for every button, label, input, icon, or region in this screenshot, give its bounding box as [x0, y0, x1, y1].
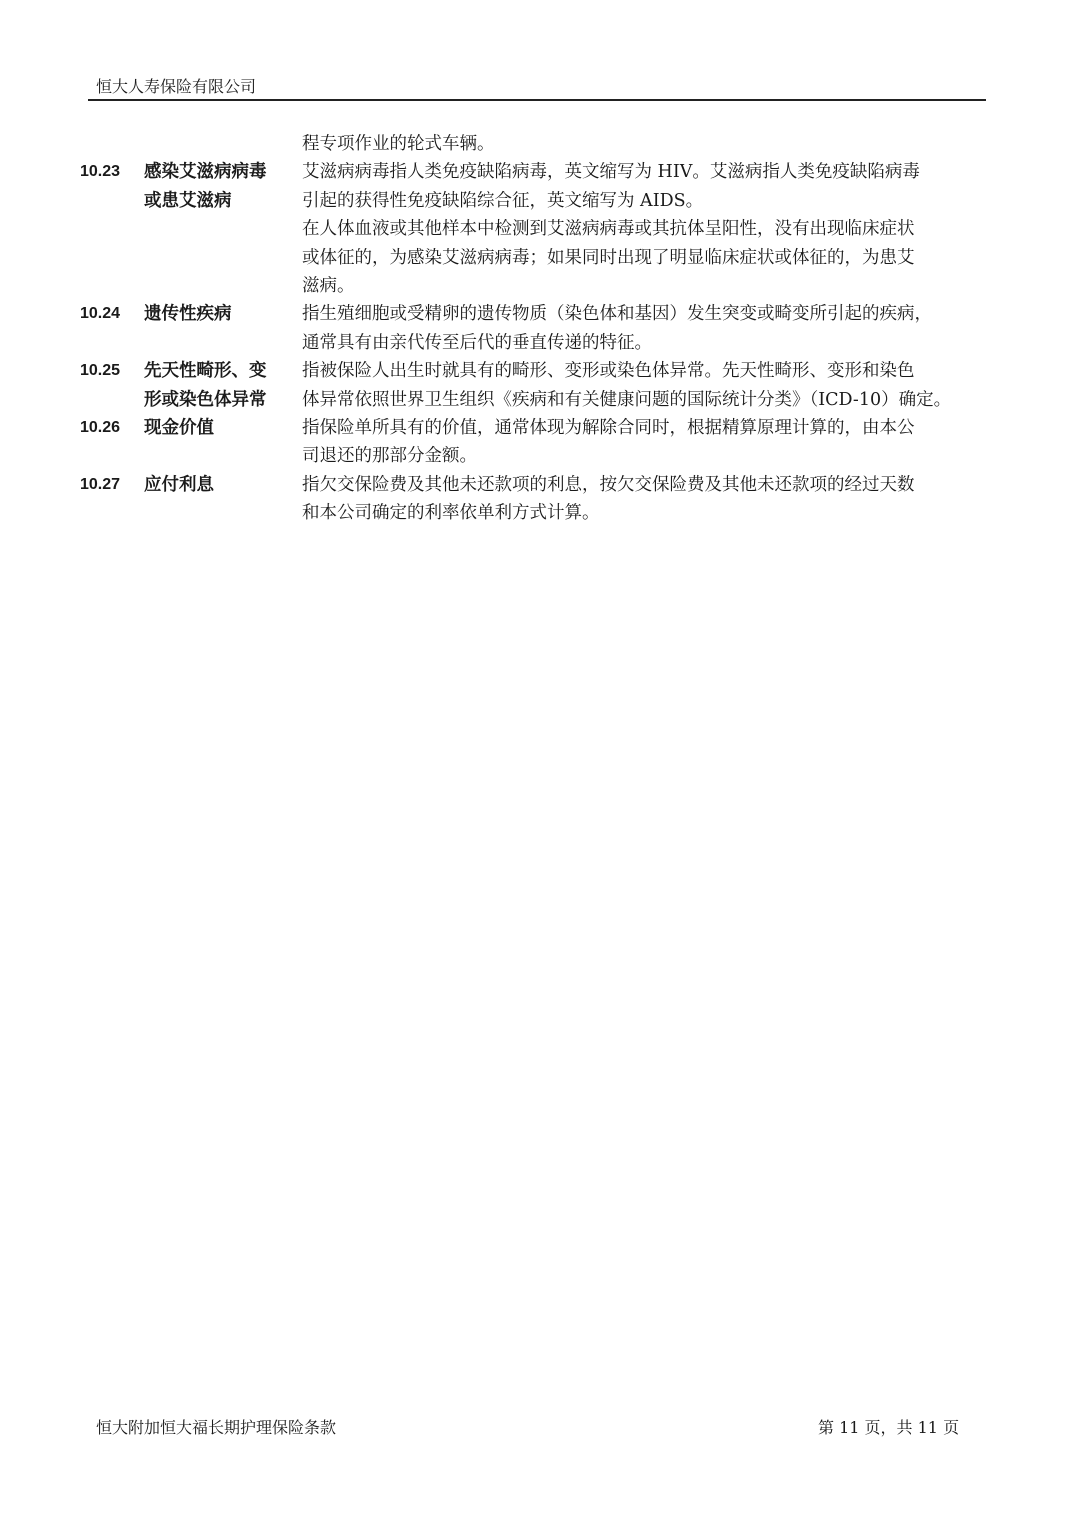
term-line: 现金价值 [144, 418, 214, 439]
term-line: 或患艾滋病 [144, 190, 232, 211]
clause-number: 10.24 [80, 305, 121, 323]
definition-item [80, 158, 980, 300]
definition-line: 指保险单所具有的价值，通常体现为解除合同时，根据精算原理计算的，由本公 [302, 418, 915, 439]
definition-term [144, 300, 302, 328]
definition-line: 司退还的那部分金额。 [302, 446, 477, 467]
footer-document-title: 恒大附加恒大福长期护理保险条款 [96, 1418, 337, 1437]
term-line: 感染艾滋病病毒 [144, 162, 267, 183]
clause-number: 10.27 [80, 475, 121, 493]
footer-page-number: 第 11 页，共 11 页 [818, 1418, 960, 1437]
definition-line: 滋病。 [302, 276, 355, 297]
definition-line: 或体征的，为感染艾滋病病毒；如果同时出现了明显临床症状或体征的，为患艾 [302, 247, 915, 268]
definition-line: 指生殖细胞或受精卵的遗传物质（染色体和基因）发生突变或畸变所引起的疾病， [302, 304, 932, 325]
definition-term [144, 357, 302, 414]
header-company-name: 恒大人寿保险有限公司 [96, 77, 257, 96]
definition-list [80, 158, 980, 527]
term-line: 形或染色体异常 [144, 389, 267, 410]
definition-text [302, 471, 980, 528]
definition-term [144, 414, 302, 442]
header-divider [88, 99, 986, 101]
term-line: 应付利息 [144, 474, 214, 495]
definition-line: 艾滋病病毒指人类免疫缺陷病毒，英文缩写为 HIV。艾滋病指人类免疫缺陷病毒 [302, 162, 920, 183]
definition-line: 指被保险人出生时就具有的畸形、变形或染色体异常。先天性畸形、变形和染色 [302, 361, 915, 382]
definition-text [302, 158, 980, 300]
definition-term [144, 158, 302, 215]
clause-number: 10.25 [80, 362, 121, 380]
definition-line: 引起的获得性免疫缺陷综合征，英文缩写为 AIDS。 [302, 190, 704, 211]
definition-text [302, 414, 980, 471]
definition-line: 体异常依照世界卫生组织《疾病和有关健康问题的国际统计分类》（ICD-10）确定。 [302, 389, 952, 410]
definition-item [80, 414, 980, 471]
definition-line: 在人体血液或其他样本中检测到艾滋病病毒或其抗体呈阳性，没有出现临床症状 [302, 219, 915, 240]
definition-term [144, 471, 302, 499]
continuation-text: 程专项作业的轮式车辆。 [302, 134, 495, 154]
definition-item [80, 357, 980, 414]
clause-definitions [80, 130, 980, 528]
definition-line: 和本公司确定的利率依单利方式计算。 [302, 503, 600, 524]
definition-text [302, 357, 980, 414]
definition-line: 指欠交保险费及其他未还款项的利息，按欠交保险费及其他未还款项的经过天数 [302, 474, 915, 495]
clause-number: 10.23 [80, 163, 121, 181]
definition-item [80, 471, 980, 528]
clause-number: 10.26 [80, 419, 121, 437]
definition-item [80, 300, 980, 357]
definition-line: 通常具有由亲代传至后代的垂直传递的特征。 [302, 332, 652, 353]
term-line: 遗传性疾病 [144, 304, 232, 325]
definition-text [302, 300, 980, 357]
term-line: 先天性畸形、变 [144, 361, 267, 382]
